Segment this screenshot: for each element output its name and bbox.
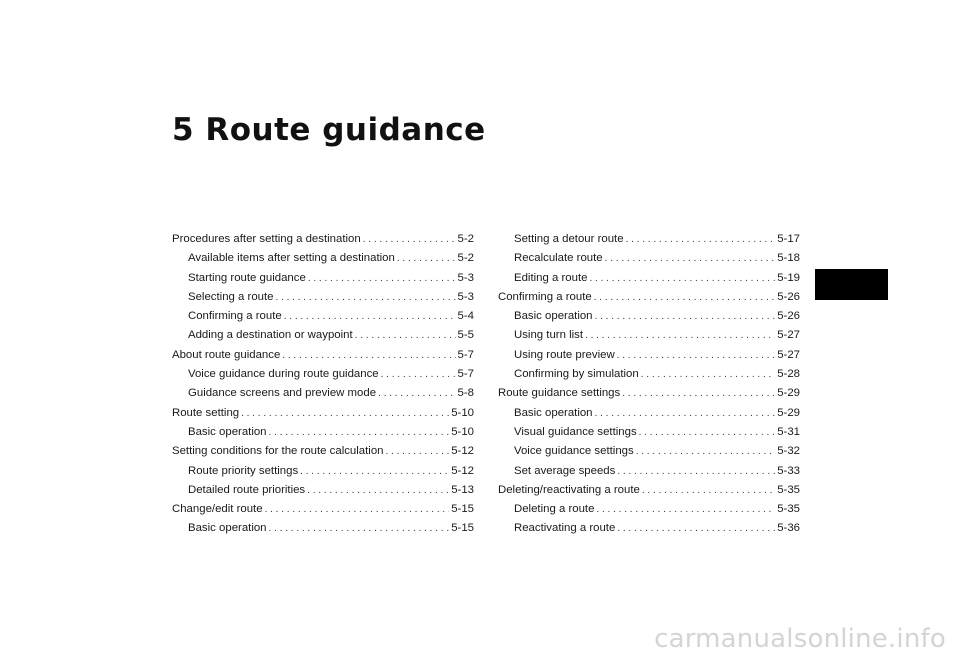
toc-entry-page: 5-15 [451, 522, 474, 535]
watermark: carmanualsonline.info [654, 624, 946, 654]
toc-entry-page: 5-29 [777, 387, 800, 400]
toc-entry-title: Using route preview [514, 348, 615, 361]
toc-entry[interactable] [172, 288, 474, 307]
toc-column-right [498, 230, 800, 539]
toc-leader-dots [307, 481, 449, 500]
toc-entry-title: Using turn list [514, 329, 584, 342]
toc-entry-page: 5-12 [451, 445, 474, 458]
toc-entry-page: 5-5 [457, 329, 474, 342]
toc-entry-title: Confirming a route [188, 310, 282, 323]
toc-entry[interactable] [498, 462, 800, 481]
toc-leader-dots [585, 326, 775, 345]
toc-leader-dots [642, 481, 775, 500]
toc-entry-page: 5-36 [777, 522, 800, 535]
toc-entry-title: Route priority settings [188, 464, 299, 477]
toc-entry-title: Procedures after setting a destination [172, 233, 361, 245]
toc-entry-page: 5-27 [777, 329, 800, 342]
toc-entry[interactable] [498, 404, 800, 423]
toc-entry-title: Deleting/reactivating a route [498, 483, 640, 496]
toc-entry-title: Setting a detour route [514, 233, 624, 245]
toc-leader-dots [363, 230, 456, 249]
toc-entry-title: Route setting [172, 406, 240, 419]
toc-entry-title: Basic operation [514, 406, 593, 419]
toc-entry-page: 5-15 [451, 503, 474, 516]
toc-entry-page: 5-33 [777, 464, 800, 477]
toc-entry[interactable] [498, 288, 800, 307]
toc-entry-title: Basic operation [188, 522, 267, 535]
toc-entry[interactable] [172, 423, 474, 442]
toc-leader-dots [605, 249, 776, 268]
toc-entry[interactable] [498, 326, 800, 345]
toc-entry-title: Voice guidance during route guidance [188, 368, 379, 381]
toc-entry[interactable] [498, 423, 800, 442]
toc-entry[interactable] [172, 269, 474, 288]
toc-column-left [172, 230, 474, 539]
toc-leader-dots [636, 442, 776, 461]
toc-entry-page: 5-8 [457, 387, 474, 400]
toc-entry[interactable] [172, 384, 474, 403]
toc-entry-page: 5-32 [777, 445, 800, 458]
toc-leader-dots [596, 500, 775, 519]
toc-leader-dots [594, 288, 775, 307]
toc-leader-dots [378, 384, 455, 403]
toc-entry[interactable] [498, 384, 800, 403]
toc-entry[interactable] [172, 346, 474, 365]
toc-leader-dots [626, 230, 776, 249]
toc-entry-title: Starting route guidance [188, 271, 306, 284]
toc-entry[interactable] [172, 462, 474, 481]
toc-entry[interactable] [498, 500, 800, 519]
toc-entry-page: 5-19 [777, 271, 800, 284]
toc-entry[interactable] [498, 481, 800, 500]
toc-entry[interactable] [172, 307, 474, 326]
chapter-tab-marker [815, 269, 888, 300]
toc-leader-dots [308, 269, 456, 288]
toc-leader-dots [595, 307, 776, 326]
toc-entry-title: Basic operation [188, 425, 267, 438]
toc-entry[interactable] [498, 230, 800, 249]
toc-entry-page: 5-35 [777, 483, 800, 496]
toc-entry-title: Confirming a route [498, 290, 592, 303]
toc-entry-page: 5-7 [457, 368, 474, 381]
toc-entry[interactable] [172, 404, 474, 423]
toc-entry-title: Visual guidance settings [514, 425, 637, 438]
toc-entry-page: 5-35 [777, 503, 800, 516]
toc-entry-page: 5-18 [777, 252, 800, 265]
toc-leader-dots [284, 307, 456, 326]
toc-entry-page: 5-26 [777, 310, 800, 323]
toc-leader-dots [617, 519, 775, 538]
toc-entry-title: Deleting a route [514, 503, 595, 516]
toc-entry-title: Confirming by simulation [514, 368, 639, 381]
toc-entry-title: Change/edit route [172, 503, 263, 516]
toc-entry[interactable] [498, 249, 800, 268]
toc-entry[interactable] [498, 365, 800, 384]
toc-entry-page: 5-31 [777, 425, 800, 438]
toc-entry-title: Editing a route [514, 271, 588, 284]
toc-entry[interactable] [172, 481, 474, 500]
toc-entry-page: 5-28 [777, 368, 800, 381]
toc-entry-page: 5-4 [457, 310, 474, 323]
toc-leader-dots [241, 404, 449, 423]
toc-entry-page: 5-2 [457, 233, 474, 245]
toc-entry-title: Setting conditions for the route calculation [172, 445, 384, 458]
toc-entry[interactable] [498, 269, 800, 288]
toc-entry-page: 5-12 [451, 464, 474, 477]
toc-leader-dots [269, 423, 450, 442]
toc-leader-dots [639, 423, 776, 442]
toc-leader-dots [381, 365, 456, 384]
toc-leader-dots [622, 384, 775, 403]
toc-entry[interactable] [172, 500, 474, 519]
toc-leader-dots [589, 269, 775, 288]
toc-entry[interactable] [172, 365, 474, 384]
toc-entry-title: Selecting a route [188, 290, 274, 303]
toc-leader-dots [269, 519, 450, 538]
toc-leader-dots [641, 365, 775, 384]
toc-entry[interactable] [172, 326, 474, 345]
toc-entry-page: 5-2 [457, 252, 474, 265]
toc-leader-dots [595, 404, 776, 423]
toc-entry-page: 5-3 [457, 290, 474, 303]
toc-entry-title: Recalculate route [514, 252, 603, 265]
toc-entry-page: 5-27 [777, 348, 800, 361]
toc-leader-dots [397, 249, 456, 268]
toc-leader-dots [276, 288, 456, 307]
toc-leader-dots [265, 500, 450, 519]
toc-entry-page: 5-10 [451, 425, 474, 438]
toc-entry[interactable] [498, 346, 800, 365]
toc-entry[interactable] [172, 519, 474, 538]
toc-leader-dots [617, 346, 776, 365]
toc-entry[interactable] [498, 307, 800, 326]
toc-leader-dots [300, 462, 449, 481]
toc-entry-title: Basic operation [514, 310, 593, 323]
toc-entry-page: 5-29 [777, 406, 800, 419]
toc-entry[interactable] [498, 442, 800, 461]
toc-entry-page: 5-26 [777, 290, 800, 303]
toc-entry-page: 5-17 [777, 233, 800, 245]
toc-entry-title: Reactivating a route [514, 522, 616, 535]
toc-entry[interactable] [498, 519, 800, 538]
toc-entry[interactable] [172, 442, 474, 461]
chapter-title: 5 Route guidance [172, 112, 486, 148]
toc-entry[interactable] [172, 249, 474, 268]
toc-entry-title: About route guidance [172, 348, 281, 361]
toc-entry-page: 5-13 [451, 483, 474, 496]
toc-entry-page: 5-3 [457, 271, 474, 284]
toc-entry[interactable] [172, 230, 474, 249]
toc-leader-dots [386, 442, 450, 461]
toc-entry-title: Adding a destination or waypoint [188, 329, 353, 342]
toc-entry-title: Route guidance settings [498, 387, 621, 400]
toc-entry-title: Available items after setting a destination [188, 252, 395, 265]
toc-entry-title: Detailed route priorities [188, 483, 306, 496]
toc-entry-page: 5-7 [457, 348, 474, 361]
toc-entry-title: Set average speeds [514, 464, 616, 477]
toc-entry-title: Voice guidance settings [514, 445, 634, 458]
toc-entry-title: Guidance screens and preview mode [188, 387, 377, 400]
toc-leader-dots [617, 462, 775, 481]
toc-leader-dots [282, 346, 455, 365]
toc-leader-dots [355, 326, 456, 345]
toc-entry-page: 5-10 [451, 406, 474, 419]
